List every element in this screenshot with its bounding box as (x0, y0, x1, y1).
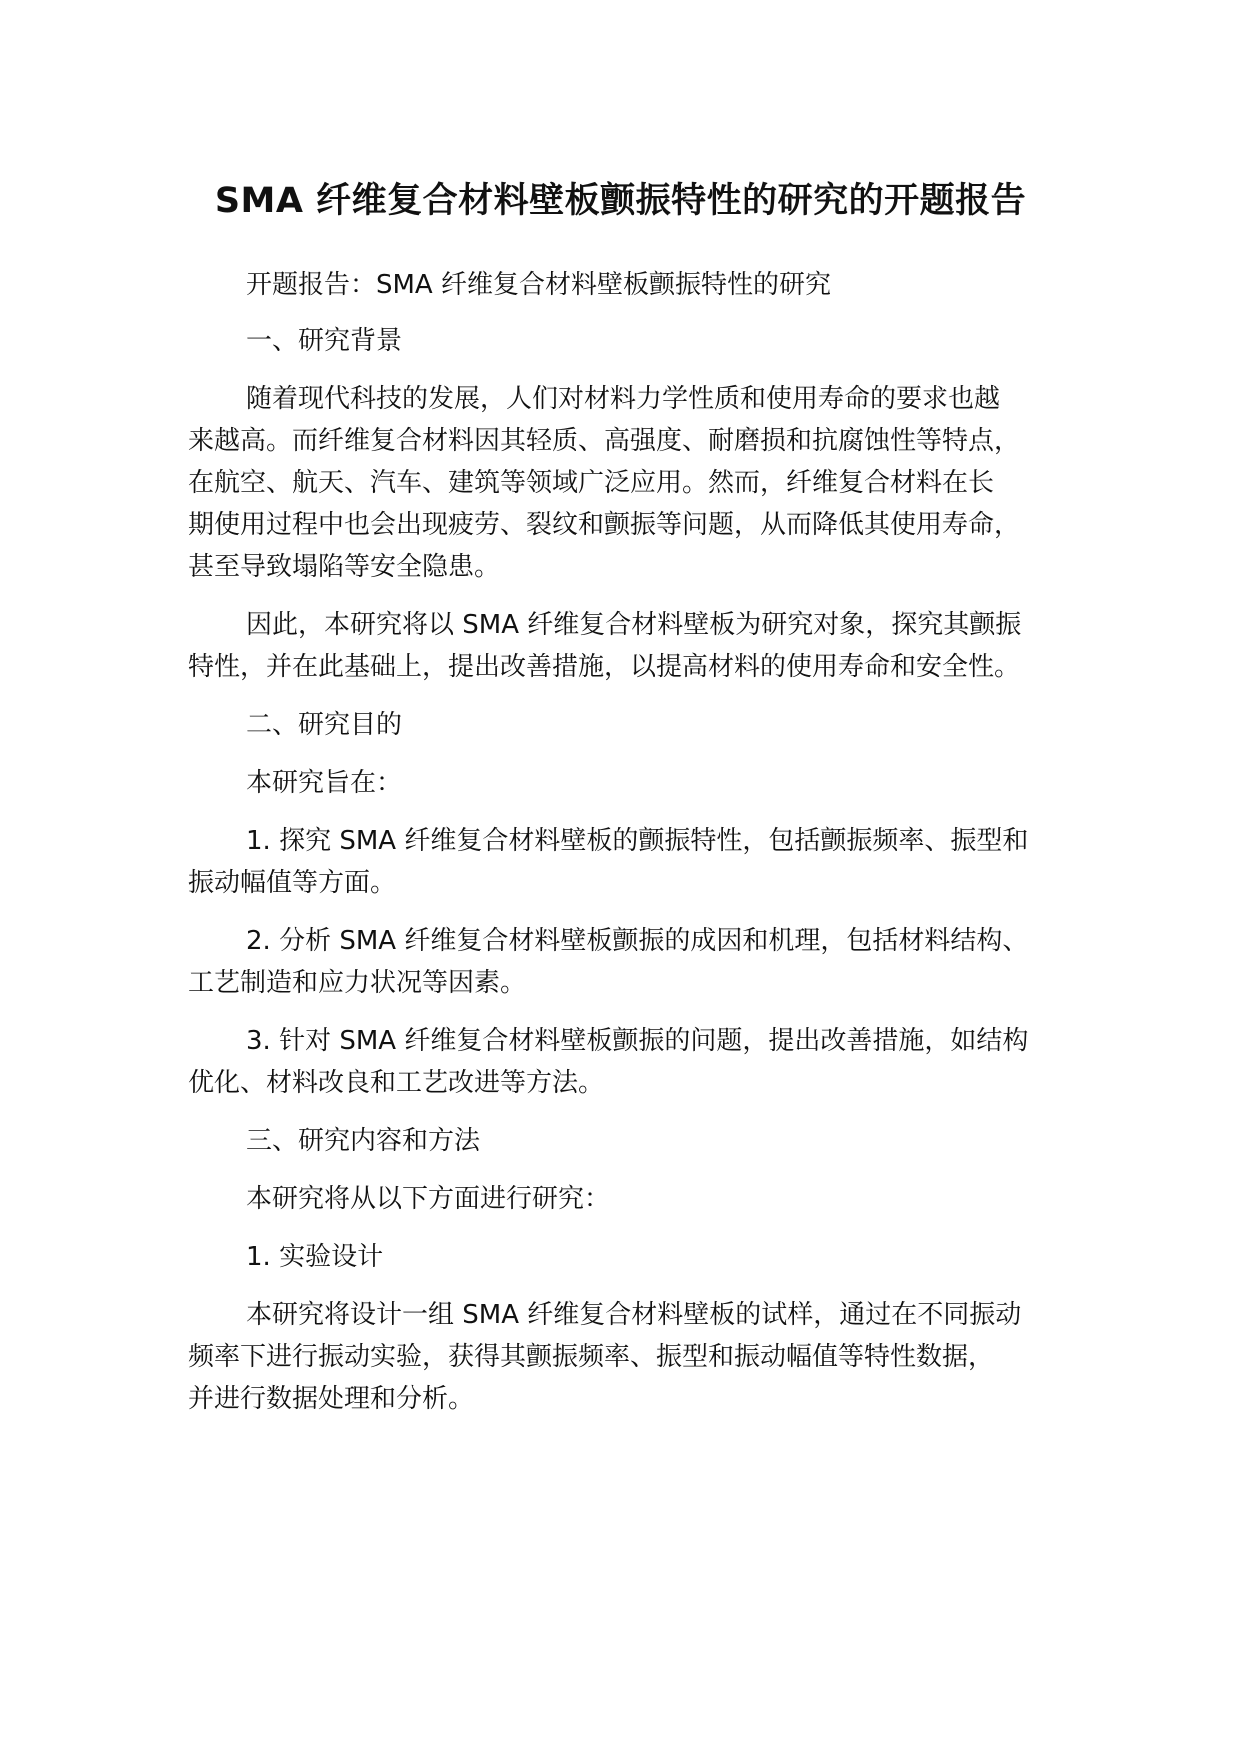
paragraph-line: 本研究将设计一组 SMA 纤维复合材料壁板的试样，通过在不同振动 (246, 1300, 1022, 1330)
list-item-line: 3. 针对 SMA 纤维复合材料壁板颤振的问题，提出改善措施，如结构 (246, 1026, 1029, 1056)
paragraph-line: 频率下进行振动实验，获得其颤振频率、振型和振动幅值等特性数据， (188, 1342, 995, 1372)
list-item-line: 振动幅值等方面。 (188, 868, 397, 898)
list-item-line: 工艺制造和应力状况等因素。 (188, 968, 527, 998)
list-item-line: 1. 探究 SMA 纤维复合材料壁板的颤振特性，包括颤振频率、振型和 (246, 826, 1029, 856)
section-heading-content-methods: 三、研究内容和方法 (246, 1126, 481, 1156)
document-title: SMA 纤维复合材料壁板颤振特性的研究的开题报告 (214, 181, 1027, 221)
paragraph-line: 本研究将从以下方面进行研究： (246, 1184, 611, 1214)
paragraph-line: 来越高。而纤维复合材料因其轻质、高强度、耐磨损和抗腐蚀性等特点， (188, 426, 1021, 456)
paragraph-line: 本研究旨在： (246, 768, 403, 798)
paragraph-line: 在航空、航天、汽车、建筑等领域广泛应用。然而，纤维复合材料在长 (188, 468, 995, 498)
paragraph-line: 特性，并在此基础上，提出改善措施，以提高材料的使用寿命和安全性。 (188, 652, 1021, 682)
list-item-line: 2. 分析 SMA 纤维复合材料壁板颤振的成因和机理，包括材料结构、 (246, 926, 1029, 956)
subsection-heading: 1. 实验设计 (246, 1242, 384, 1272)
paragraph-line: 并进行数据处理和分析。 (188, 1384, 475, 1414)
paragraph-line: 甚至导致塌陷等安全隐患。 (188, 552, 501, 582)
section-heading-purpose: 二、研究目的 (246, 710, 403, 740)
paragraph-line: 因此，本研究将以 SMA 纤维复合材料壁板为研究对象，探究其颤振 (246, 610, 1022, 640)
report-subject-line: 开题报告：SMA 纤维复合材料壁板颤振特性的研究 (246, 270, 831, 300)
list-item-line: 优化、材料改良和工艺改进等方法。 (188, 1068, 605, 1098)
section-heading-background: 一、研究背景 (246, 326, 403, 356)
paragraph-line: 期使用过程中也会出现疲劳、裂纹和颤振等问题，从而降低其使用寿命， (188, 510, 1021, 540)
paragraph-line: 随着现代科技的发展，人们对材料力学性质和使用寿命的要求也越 (246, 384, 1001, 414)
